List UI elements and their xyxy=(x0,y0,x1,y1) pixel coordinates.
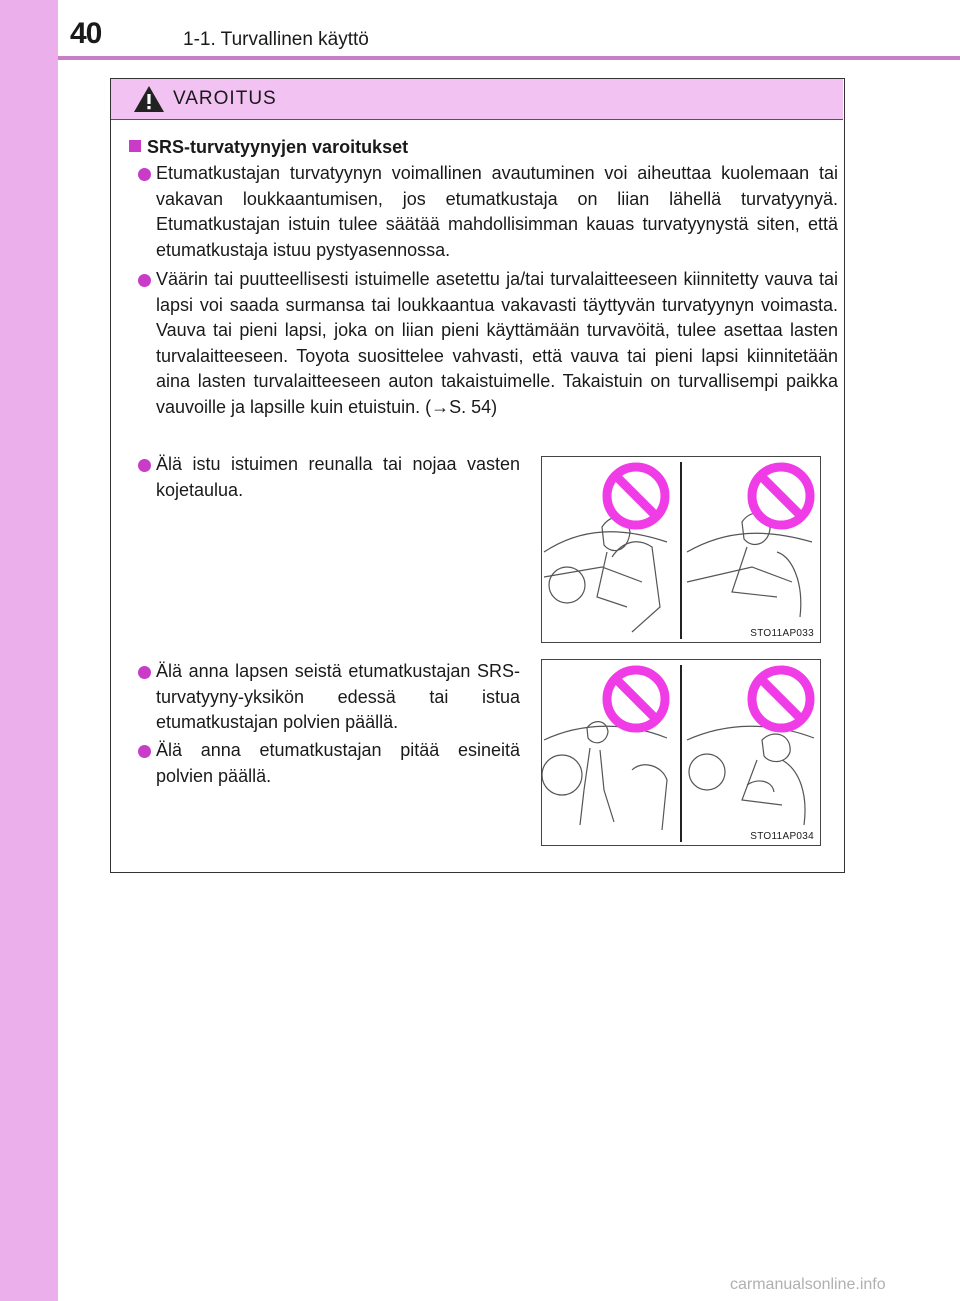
bullet-dot-icon xyxy=(138,745,151,758)
header-band xyxy=(0,0,960,58)
bullet-dot-icon xyxy=(138,666,151,679)
warning-item-1: Etumatkustajan turvatyynyn voimallinen avautuminen voi aiheuttaa kuolemaan tai vakavan loukkaantumisen, jos etumatkustaja on liian lähellä turvatyynyä. Etumatkustajan istuin tulee säätää mahdollisimman kauas turvatyynystä siten, että etumatkustaja istuu pystyasennossa. xyxy=(156,163,838,260)
warning-heading: SRS-turvatyynyjen varoitukset xyxy=(129,134,408,160)
section-title: 1-1. Turvallinen käyttö xyxy=(183,29,369,50)
side-color-band xyxy=(0,0,58,1301)
illustration-child-standing xyxy=(541,659,821,846)
warning-item-4: Älä anna lapsen seistä etumatkustajan SRS-turvatyyny-yksikön edessä tai istua etumatkustajan polvien päällä. xyxy=(156,661,520,732)
prohibition-icon xyxy=(600,663,672,735)
prohibition-icon xyxy=(745,663,817,735)
warning-item-5: Älä anna etumatkustajan pitää esineitä polvien päällä. xyxy=(156,740,520,786)
watermark: carmanualsonline.info xyxy=(730,1276,886,1293)
warning-header xyxy=(111,79,843,120)
warning-label: VAROITUS xyxy=(173,88,277,109)
image-code: STO11AP033 xyxy=(750,628,814,639)
bullet-dot-icon xyxy=(138,459,151,472)
illustration-seated-near-dashboard xyxy=(541,456,821,643)
warning-box xyxy=(110,78,845,873)
bullet-dot-icon xyxy=(138,274,151,287)
warning-item-3: Älä istu istuimen reunalla tai nojaa vasten kojetaulua. xyxy=(156,454,520,500)
warning-triangle-icon xyxy=(133,85,165,113)
page-number: 40 xyxy=(70,17,102,50)
image-code: STO11AP034 xyxy=(750,831,814,842)
prohibition-icon xyxy=(600,460,672,532)
bullet-dot-icon xyxy=(138,168,151,181)
warning-item-2: Väärin tai puutteellisesti istuimelle asetettu ja/tai turvalaitteeseen kiinnitetty vauva tai lapsi voi saada surmansa tai loukkaantua vakavasti täyttyvän turvatyynyn voimasta. Vauva tai pieni lapsi, joka on liian pieni käyttämään turvavöitä, tulee asettaa lasten turvalaitteeseen. Toyota suosittelee vahvasti, että vauva tai pieni lapsi kiinnitetään aina lasten turvalaitteeseen auton takaistuimelle. Takaistuin on turvallisempi paikka vauvoille ja lapsille kuin etuistuin. (→S. 54) xyxy=(156,269,838,417)
header-rule xyxy=(58,56,960,60)
prohibition-icon xyxy=(745,460,817,532)
square-bullet-icon xyxy=(129,140,141,152)
